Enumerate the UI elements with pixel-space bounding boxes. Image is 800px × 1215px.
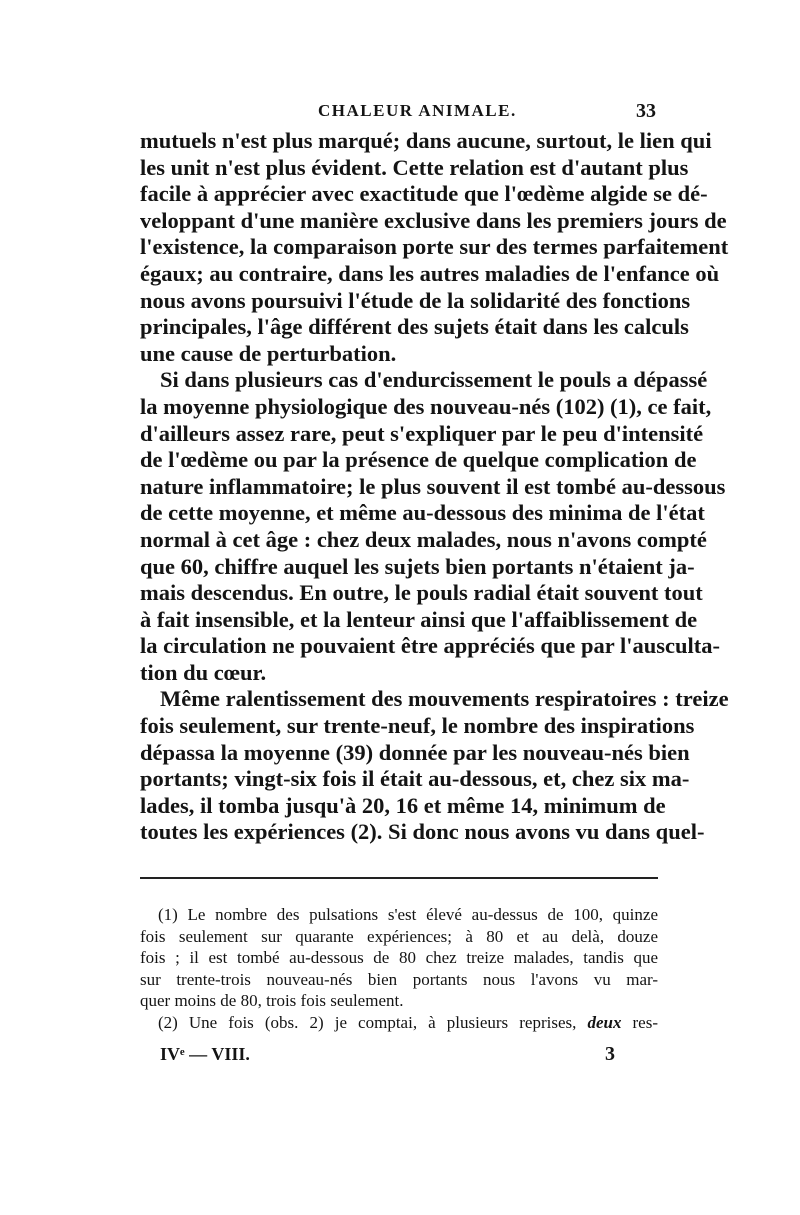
text-line: l'existence, la comparaison porte sur des termes parfaitement <box>140 234 729 260</box>
text-line: dépassa la moyenne (39) donnée par les nouveau-nés bien <box>140 739 690 765</box>
text-line: d'ailleurs assez rare, peut s'expliquer par le peu d'intensité <box>140 420 704 446</box>
running-title: CHALEUR ANIMALE. <box>318 101 517 120</box>
footnotes <box>140 904 658 1033</box>
text-line: toutes les expériences (2). Si donc nous avons vu dans quel- <box>140 819 705 845</box>
text-line: fois seulement, sur trente-neuf, le nombre des inspirations <box>140 713 695 739</box>
page-number: 33 <box>636 100 656 122</box>
text-line: mais descendus. En outre, le pouls radial était souvent tout <box>140 580 703 606</box>
text-line: nature inflammatoire; le plus souvent il est tombé au-dessous <box>140 473 726 499</box>
text-line: égaux; au contraire, dans les autres maladies de l'enfance où <box>140 260 720 286</box>
page-header <box>140 97 656 125</box>
footnote-line: fois seulement sur quarante expériences; à 80 et au delà, douze <box>140 926 658 946</box>
text-line: principales, l'âge différent des sujets était dans les calculs <box>140 314 689 340</box>
footnote-line: (1) Le nombre des pulsations s'est élevé au-dessus de 100, quinze <box>158 905 658 924</box>
text-line: nous avons poursuivi l'étude de la solidarité des fonctions <box>140 287 691 313</box>
text-line: les unit n'est plus évident. Cette relation est d'autant plus <box>140 154 689 180</box>
text-line: de l'œdème ou par la présence de quelque complication de <box>140 447 697 473</box>
footnote-rule <box>140 877 658 879</box>
text-line: que 60, chiffre auquel les sujets bien portants n'étaient ja- <box>140 553 695 579</box>
signature-line <box>160 1041 615 1067</box>
text-line: de cette moyenne, et même au-dessous des minima de l'état <box>140 500 705 526</box>
footnote-line: quer moins de 80, trois fois seulement. <box>140 991 404 1010</box>
text-line: une cause de perturbation. <box>140 340 397 366</box>
footnote-line: (2) Une fois (obs. 2) je comptai, à plusieurs reprises, deux res- <box>158 1012 658 1032</box>
footnote-line: sur trente-trois nouveau-nés bien portants nous l'avons vu mar- <box>140 969 658 989</box>
signature-number: 3 <box>605 1043 615 1065</box>
italic-word: deux <box>587 1012 622 1032</box>
text-line: tion du cœur. <box>140 659 267 685</box>
text-line: la moyenne physiologique des nouveau-nés (102) (1), ce fait, <box>140 393 712 419</box>
text-line: la circulation ne pouvaient être appréciés que par l'ausculta- <box>140 633 720 659</box>
body-text <box>140 128 729 846</box>
text-line: veloppant d'une manière exclusive dans les premiers jours de <box>140 207 727 233</box>
text-line: à fait insensible, et la lenteur ainsi que l'affaiblissement de <box>140 606 698 632</box>
text-line: portants; vingt-six fois il était au-dessous, et, chez six ma- <box>140 766 690 792</box>
text-line: normal à cet âge : chez deux malades, nous n'avons compté <box>140 526 707 552</box>
text-line: Même ralentissement des mouvements respiratoires : treize <box>160 686 729 712</box>
text-line: mutuels n'est plus marqué; dans aucune, surtout, le lien qui <box>140 128 712 153</box>
footnote-line: fois ; il est tombé au-dessous de 80 chez treize malades, tandis que <box>140 948 658 967</box>
signature-mark: IVᵉ — VIII. <box>160 1044 250 1064</box>
text-line: Si dans plusieurs cas d'endurcissement le pouls a dépassé <box>160 367 708 393</box>
text-line: lades, il tomba jusqu'à 20, 16 et même 14, minimum de <box>140 792 666 818</box>
text-line: facile à apprécier avec exactitude que l'œdème algide se dé- <box>140 181 708 207</box>
